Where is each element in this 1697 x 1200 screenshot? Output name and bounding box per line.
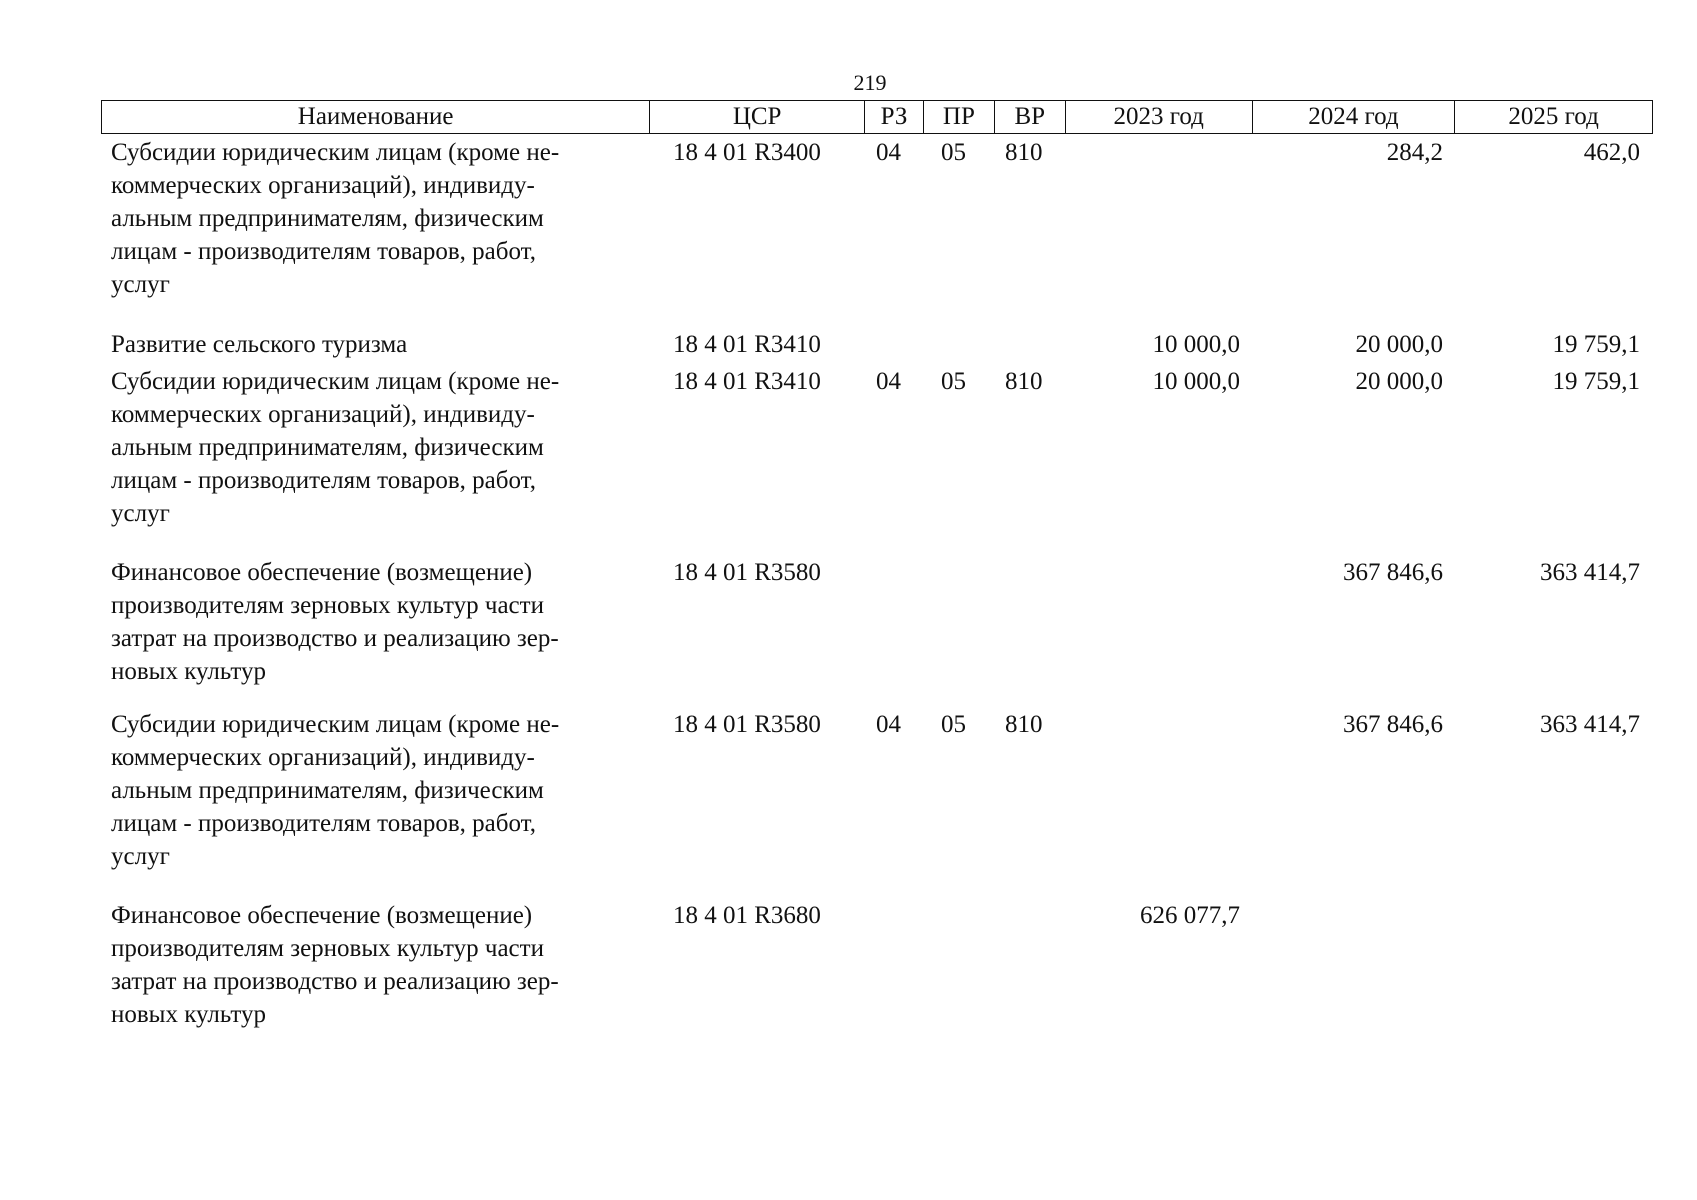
row-pr <box>924 328 995 365</box>
row-rz <box>865 899 924 1039</box>
name-line: Субсидии юридическим лицам (кроме не- <box>111 368 560 395</box>
row-rz: 04 <box>876 368 901 395</box>
header-2024: 2024 год <box>1253 101 1456 133</box>
name-line: услуг <box>111 271 170 298</box>
row-pr <box>924 899 995 1039</box>
name-line: Финансовое обеспечение (возмещение) <box>111 559 533 586</box>
row-2023: 10 000,0 <box>1152 368 1240 395</box>
table-header <box>101 100 1653 134</box>
row-2025 <box>1456 899 1653 1039</box>
name-line: альным предпринимателям, физическим <box>111 434 544 461</box>
header-2023: 2023 год <box>1066 101 1253 133</box>
row-2024: 367 846,6 <box>1343 559 1443 586</box>
header-2025: 2025 год <box>1508 103 1599 130</box>
row-pr: 05 <box>941 368 966 395</box>
row-csr: 18 4 01 R3580 <box>673 711 821 738</box>
name-line: производителям зерновых культур части <box>111 592 544 619</box>
row-2024: 20 000,0 <box>1355 368 1443 395</box>
row-2025: 19 759,1 <box>1552 368 1640 395</box>
row-rz: 04 <box>876 139 901 166</box>
name-line: Субсидии юридическим лицам (кроме не- <box>111 139 560 166</box>
row-2023: 626 077,7 <box>1140 902 1240 929</box>
name-line: коммерческих организаций), индивиду- <box>111 744 535 771</box>
row-2023 <box>1066 136 1253 328</box>
row-csr: 18 4 01 R3410 <box>673 368 821 395</box>
row-2025: 363 414,7 <box>1540 711 1640 738</box>
name-line: Субсидии юридическим лицам (кроме не- <box>111 711 560 738</box>
row-pr: 05 <box>941 139 966 166</box>
row-2025: 462,0 <box>1583 139 1640 166</box>
row-name <box>101 899 650 1039</box>
row-vr <box>995 328 1066 365</box>
row-name <box>101 365 650 556</box>
name-line: услуг <box>111 843 170 870</box>
name-line: Финансовое обеспечение (возмещение) <box>111 902 533 929</box>
name-line: коммерческих организаций), индивиду- <box>111 401 535 428</box>
name-line: затрат на производство и реализацию зер- <box>111 625 559 652</box>
row-vr <box>995 556 1066 708</box>
name-line: лицам - производителям товаров, работ, <box>111 810 536 837</box>
row-name <box>101 708 650 899</box>
table-row <box>101 365 1653 556</box>
row-2023: 10 000,0 <box>1152 331 1240 358</box>
header-pr: ПР <box>924 101 995 133</box>
row-name <box>101 556 650 708</box>
name-line: лицам - производителям товаров, работ, <box>111 238 536 265</box>
table-row <box>101 708 1653 899</box>
row-name <box>101 328 650 365</box>
row-csr: 18 4 01 R3580 <box>673 559 821 586</box>
row-2024: 367 846,6 <box>1343 711 1443 738</box>
row-name <box>101 136 650 328</box>
page-number: 219 <box>853 70 887 95</box>
row-csr: 18 4 01 R3680 <box>673 902 821 929</box>
row-2024 <box>1253 899 1456 1039</box>
header-name: Наименование <box>102 101 650 133</box>
row-rz <box>865 328 924 365</box>
row-pr <box>924 556 995 708</box>
name-line: затрат на производство и реализацию зер- <box>111 968 559 995</box>
row-2024: 284,2 <box>1386 139 1443 166</box>
name-line: новых культур <box>111 1001 266 1028</box>
name-line: альным предпринимателям, физическим <box>111 777 544 804</box>
table-row <box>101 899 1653 1039</box>
row-2025: 19 759,1 <box>1552 331 1640 358</box>
row-2025: 363 414,7 <box>1540 559 1640 586</box>
name-line: коммерческих организаций), индивиду- <box>111 172 535 199</box>
row-2023 <box>1066 556 1253 708</box>
name-line: Развитие сельского туризма <box>111 331 408 358</box>
name-line: производителям зерновых культур части <box>111 935 544 962</box>
row-rz <box>865 556 924 708</box>
row-csr: 18 4 01 R3400 <box>673 139 821 166</box>
row-2023 <box>1066 708 1253 899</box>
row-pr: 05 <box>941 711 966 738</box>
row-vr: 810 <box>1005 368 1043 395</box>
name-line: лицам - производителям товаров, работ, <box>111 467 536 494</box>
row-csr: 18 4 01 R3410 <box>673 331 821 358</box>
name-line: альным предпринимателям, физическим <box>111 205 544 232</box>
table-row <box>101 136 1653 328</box>
header-vr: ВР <box>995 101 1066 133</box>
row-vr: 810 <box>1005 711 1043 738</box>
table-row <box>101 328 1653 365</box>
header-rz: РЗ <box>865 101 924 133</box>
row-vr <box>995 899 1066 1039</box>
name-line: услуг <box>111 500 170 527</box>
row-rz: 04 <box>876 711 901 738</box>
row-vr: 810 <box>1005 139 1043 166</box>
table-body <box>101 136 1653 1039</box>
row-2024: 20 000,0 <box>1355 331 1443 358</box>
header-csr: ЦСР <box>650 101 865 133</box>
table-row <box>101 556 1653 708</box>
name-line: новых культур <box>111 658 266 685</box>
